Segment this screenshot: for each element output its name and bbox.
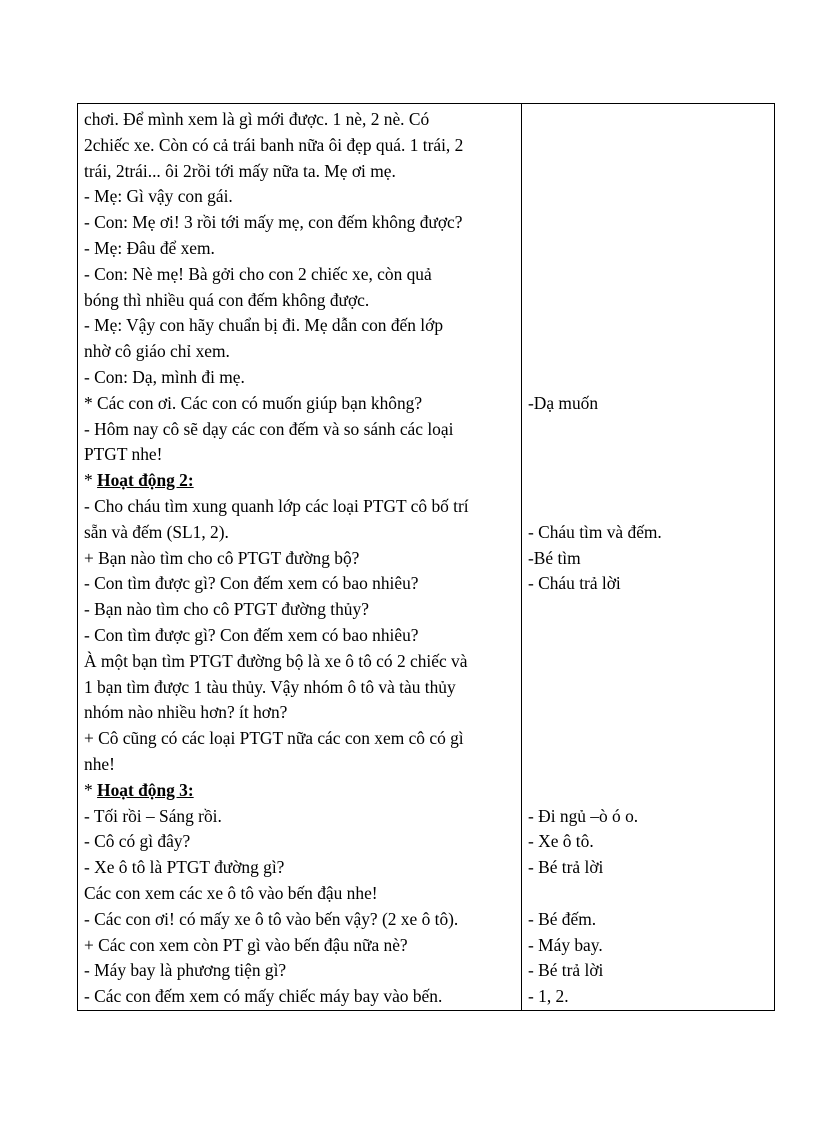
text-line: - Cô có gì đây? — [84, 831, 191, 852]
text-line: PTGT nhe! — [84, 444, 163, 465]
text-line: - Máy bay là phương tiện gì? — [84, 960, 287, 981]
heading-bullet: * — [84, 470, 98, 491]
response-line: - Bé trả lời — [528, 960, 604, 981]
activity-3-heading — [84, 778, 516, 804]
text-line: - Con: Nè mẹ! Bà gởi cho con 2 chiếc xe, còn quả — [84, 263, 432, 284]
text-line: + Cô cũng có các loại PTGT nữa các con xem cô có gì — [84, 728, 464, 749]
text-line: trái, 2trái... ôi 2rồi tới mấy nữa ta. Mẹ ơi mẹ. — [84, 160, 396, 181]
response-line: - Xe ô tô. — [528, 831, 594, 852]
response-line: - Máy bay. — [528, 934, 603, 955]
text-line: + Các con xem còn PT gì vào bến đậu nữa nè? — [84, 934, 408, 955]
text-line: - Xe ô tô là PTGT đường gì? — [84, 857, 285, 878]
text-line: - Con: Dạ, mình đi mẹ. — [84, 366, 245, 387]
response-line: -Bé tìm — [528, 547, 581, 568]
text-line: - Các con đếm xem có mấy chiếc máy bay vào bến. — [84, 986, 443, 1007]
response-line: - Cháu tìm và đếm. — [528, 521, 662, 542]
response-line: - 1, 2. — [528, 986, 569, 1007]
text-line: bóng thì nhiều quá con đếm không được. — [84, 289, 370, 310]
table-row — [78, 104, 775, 1011]
text-line: Các con xem các xe ô tô vào bến đậu nhe! — [84, 882, 378, 903]
text-line: * Các con ơi. Các con có muốn giúp bạn không? — [84, 392, 423, 413]
child-activity-cell — [522, 104, 775, 1011]
text-line: - Con tìm được gì? Con đếm xem có bao nhiêu? — [84, 573, 419, 594]
teacher-activity-cell — [78, 104, 522, 1011]
text-line: - Hôm nay cô sẽ dạy các con đếm và so sánh các loại — [84, 418, 454, 439]
text-line: + Bạn nào tìm cho cô PTGT đường bộ? — [84, 547, 360, 568]
lesson-table — [77, 103, 775, 1011]
text-line: - Bạn nào tìm cho cô PTGT đường thủy? — [84, 599, 369, 620]
text-line: - Mẹ: Gì vậy con gái. — [84, 186, 233, 207]
text-line: nhóm nào nhiều hơn? ít hơn? — [84, 702, 288, 723]
response-line: - Đi ngủ –ò ó o. — [528, 805, 639, 826]
text-line: À một bạn tìm PTGT đường bộ là xe ô tô có 2 chiếc và — [84, 650, 468, 671]
heading-text: Hoạt động 3: — [97, 779, 194, 800]
text-line: 2chiếc xe. Còn có cả trái banh nữa ôi đẹp quá. 1 trái, 2 — [84, 134, 464, 155]
text-line: - Mẹ: Đâu để xem. — [84, 237, 215, 258]
text-line: - Tối rồi – Sáng rồi. — [84, 805, 222, 826]
text-line: - Con tìm được gì? Con đếm xem có bao nhiêu? — [84, 624, 419, 645]
text-line: - Cho cháu tìm xung quanh lớp các loại PTGT cô bố trí — [84, 495, 469, 516]
activity-2-heading — [84, 468, 516, 494]
text-line: - Các con ơi! có mấy xe ô tô vào bến vậy? (2 xe ô tô). — [84, 908, 459, 929]
response-line: - Bé đếm. — [528, 908, 597, 929]
text-line: sẵn và đếm (SL1, 2). — [84, 521, 229, 542]
response-line: - Cháu trả lời — [528, 573, 621, 594]
text-line: chơi. Để mình xem là gì mới được. 1 nè, 2 nè. Có — [84, 109, 430, 129]
text-line: nhe! — [84, 753, 115, 774]
text-line: - Con: Mẹ ơi! 3 rồi tới mấy mẹ, con đếm không được? — [84, 212, 463, 233]
text-line: nhờ cô giáo chỉ xem. — [84, 341, 230, 362]
response-line: - Bé trả lời — [528, 857, 604, 878]
text-line: 1 bạn tìm được 1 tàu thủy. Vậy nhóm ô tô và tàu thủy — [84, 676, 456, 697]
text-line: - Mẹ: Vậy con hãy chuẩn bị đi. Mẹ dẫn con đến lớp — [84, 315, 444, 336]
heading-bullet: * — [84, 779, 98, 800]
response-line: -Dạ muốn — [528, 392, 599, 413]
heading-text: Hoạt động 2: — [97, 470, 194, 491]
